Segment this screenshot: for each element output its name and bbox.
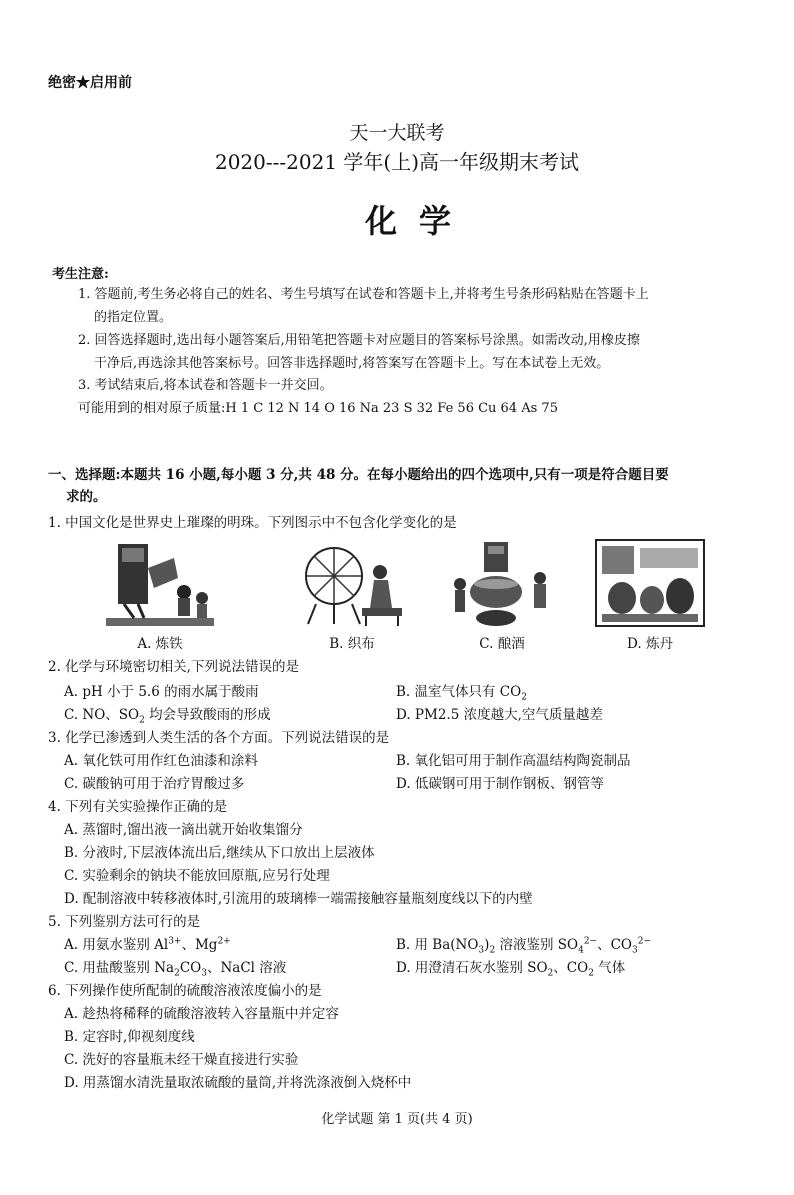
question-3-option-b: B. 氧化铝可用于制作高温结构陶瓷制品: [396, 753, 631, 769]
question-6-option-c: C. 洗好的容量瓶未经干燥直接进行实验: [64, 1052, 299, 1068]
q5-c-sub-1: 2: [174, 968, 180, 979]
q5-b-sub-4: 3: [632, 945, 638, 956]
q5-c-sub-2: 3: [201, 968, 207, 979]
question-2-option-a: A. pH 小于 5.6 的雨水属于酸雨: [64, 684, 259, 700]
q5-d-sub-1: 2: [547, 968, 554, 979]
figure-iron-smelting: [104, 538, 216, 628]
section-1-line-1: 一、选择题:本题共 16 小题,每小题 3 分,共 48 分。在每小题给出的四个选项中,只有一项是符合题目要: [48, 467, 669, 483]
q5-a-mid: 、Mg: [181, 937, 218, 953]
question-6-option-a: A. 趁热将稀释的硫酸溶液转入容量瓶中并定容: [64, 1006, 339, 1022]
q5-b-sup-3: 2−: [583, 936, 598, 947]
q5-a-sup-2: 2+: [217, 936, 231, 947]
exam-title: 2020---2021 学年(上)高一年级期末考试: [214, 150, 580, 174]
question-5-option-c: [64, 956, 287, 979]
q5-b-text: B. 用 Ba(NO: [396, 937, 479, 953]
q5-c-rest: 、NaCl 溶液: [206, 960, 287, 976]
figure-caption-b: B. 织布: [329, 636, 375, 652]
q5-b-mid-3: 、CO: [597, 937, 632, 953]
notice-item-3: 3. 考试结束后,将本试卷和答题卡一并交回。: [78, 378, 333, 393]
page-footer: 化学试题 第 1 页(共 4 页): [321, 1112, 473, 1127]
q2-c-rest: 均会导致酸雨的形成: [144, 707, 271, 723]
figure-brewing: [446, 538, 558, 628]
question-4-option-b: B. 分液时,下层液体流出后,继续从下口放出上层液体: [64, 845, 375, 861]
notice-1-line-2: 的指定位置。: [94, 310, 173, 325]
question-3-option-c: C. 碳酸钠可用于治疗胃酸过多: [64, 776, 245, 792]
q2-b-text: B. 温室气体只有 CO: [396, 684, 522, 700]
q5-b-sub-2: 2: [489, 945, 496, 956]
question-4-stem: 4. 下列有关实验操作正确的是: [48, 799, 228, 815]
q5-a-sup-1: 3+: [168, 936, 182, 947]
figure-caption-d: D. 炼丹: [627, 636, 673, 652]
question-6-option-b: B. 定容时,仰视刻度线: [64, 1029, 195, 1045]
question-1-stem: 1. 中国文化是世界史上璀璨的明珠。下列图示中不包含化学变化的是: [48, 515, 457, 531]
question-5-option-a: [64, 933, 231, 953]
q5-b-mid-2: 溶液鉴别 SO: [495, 937, 579, 953]
section-1-line-2: 求的。: [66, 489, 107, 505]
figure-caption-a: A. 炼铁: [137, 636, 183, 652]
subject-title: 化学: [364, 202, 473, 240]
q5-c-mid: CO: [179, 960, 202, 976]
atomic-masses: 可能用到的相对原子质量:H 1 C 12 N 14 O 16 Na 23 S 32 Fe 56 Cu 64 As 75: [78, 401, 558, 416]
alchemy-image: [594, 538, 706, 628]
q5-b-mid: ): [484, 937, 490, 953]
notice-1-line-1: 1. 答题前,考生务必将自己的姓名、考生号填写在试卷和答题卡上,并将考生号条形码粘贴在答题卡上: [78, 287, 649, 302]
q5-d-text: D. 用澄清石灰水鉴别 SO: [396, 960, 548, 976]
question-3-option-a: A. 氧化铁可用作红色油漆和涂料: [64, 753, 258, 769]
question-5-stem: 5. 下列鉴别方法可行的是: [48, 914, 201, 930]
question-2-option-d: D. PM2.5 浓度越大,空气质量越差: [396, 707, 603, 723]
notice-heading: 考生注意:: [52, 267, 109, 282]
notice-2-line-2: 干净后,再选涂其他答案标号。回答非选择题时,将答案写在答题卡上。写在本试卷上无效。: [94, 356, 610, 371]
q5-a-text: A. 用氨水鉴别 Al: [64, 937, 169, 953]
weaving-image: [296, 538, 408, 628]
q5-b-sub-1: 3: [478, 945, 485, 956]
confidential-label: 绝密★启用前: [48, 75, 132, 91]
section-1-heading: [48, 464, 748, 508]
question-5-option-b: [396, 933, 652, 956]
q2-b-subscript: 2: [521, 692, 527, 703]
q2-c-subscript: 2: [139, 715, 145, 726]
question-2-stem: 2. 化学与环境密切相关,下列说法错误的是: [48, 659, 299, 675]
q5-d-sub-2: 2: [588, 968, 594, 979]
q5-b-sub-3: 4: [578, 945, 584, 956]
brewing-image: [446, 538, 558, 628]
q5-b-sup-4: 2−: [637, 936, 652, 947]
question-2-option-c: [64, 703, 271, 726]
question-4-option-c: C. 实验剩余的钠块不能放回原瓶,应另行处理: [64, 868, 330, 884]
notice-item-1: [78, 283, 750, 329]
figure-caption-c: C. 酿酒: [479, 636, 525, 652]
q5-d-rest: 气体: [593, 960, 626, 976]
question-6-option-d: D. 用蒸馏水清洗量取浓硫酸的量筒,并将洗涤液倒入烧杯中: [64, 1075, 412, 1091]
question-3-stem: 3. 化学已渗透到人类生活的各个方面。下列说法错误的是: [48, 730, 390, 746]
question-3-option-d: D. 低碳钢可用于制作钢板、钢管等: [396, 776, 604, 792]
notice-item-2: [78, 329, 750, 375]
figure-alchemy: [594, 538, 706, 628]
organizer-title: 天一大联考: [349, 122, 445, 144]
notice-2-line-1: 2. 回答选择题时,选出每小题答案后,用铅笔把答题卡对应题目的答案标号涂黑。如需改动,用橡皮擦: [78, 333, 640, 348]
figure-weaving: [296, 538, 408, 628]
q5-c-text: C. 用盐酸鉴别 Na: [64, 960, 175, 976]
q5-d-mid: 、CO: [553, 960, 589, 976]
question-4-option-a: A. 蒸馏时,馏出液一滴出就开始收集馏分: [64, 822, 303, 838]
question-5-option-d: [396, 956, 626, 979]
iron-smelting-image: [104, 538, 216, 628]
question-4-option-d: D. 配制溶液中转移液体时,引流用的玻璃棒一端需接触容量瓶刻度线以下的内壁: [64, 891, 533, 907]
question-2-option-b: [396, 680, 527, 703]
question-6-stem: 6. 下列操作使所配制的硫酸溶液浓度偏小的是: [48, 983, 322, 999]
q2-c-text: C. NO、SO: [64, 707, 140, 723]
